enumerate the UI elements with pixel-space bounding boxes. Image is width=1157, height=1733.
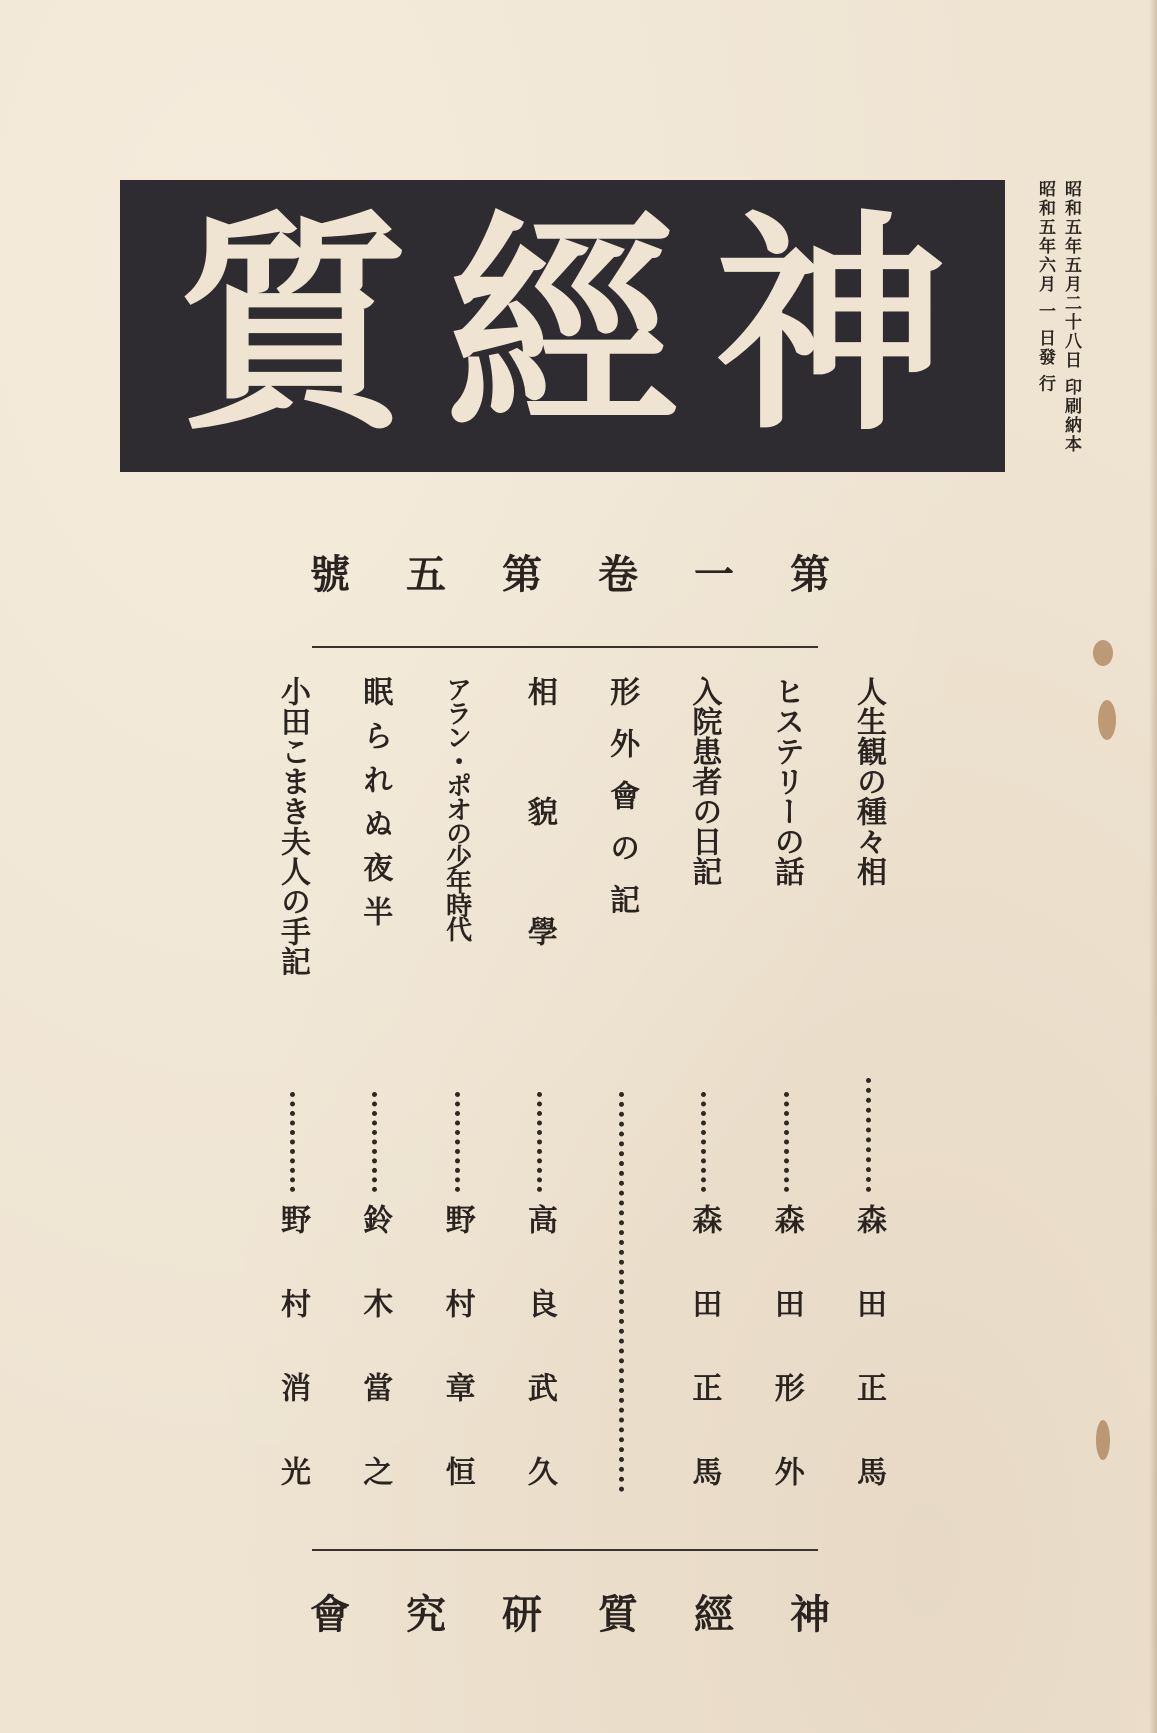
toc-entry-author: 高良武久 [521,1204,557,1540]
foxing-stain [1096,1420,1110,1460]
foxing-stain [1093,640,1113,666]
toc-entry-title: 小田こまき夫人の手記 [275,676,310,976]
publisher-char: 研 [502,1591,542,1638]
toc-dot-leader [290,1092,295,1192]
title-char: 經 [446,189,679,462]
toc-entry-title: 形外會の記 [604,676,640,936]
top-divider [312,646,818,648]
toc-dot-leader [866,1078,871,1192]
foxing-stain [1098,700,1116,740]
issue-char: 第 [502,551,542,598]
toc-dot-leader [701,1092,706,1192]
toc-dot-leader [784,1092,789,1192]
toc-entry [517,676,561,1540]
toc-entry-author: 野村章恒 [439,1204,475,1540]
toc-entry-author: 鈴木當之 [357,1204,393,1540]
publisher-char: 會 [310,1591,350,1638]
toc-entry-title: 相 貌 學 [521,676,557,976]
toc-entry-author: 森田正馬 [850,1204,886,1540]
title-char: 神 [714,189,947,462]
issue-char: 卷 [598,551,638,598]
toc-entry [270,676,314,1540]
issue-char: 一 [694,551,734,598]
issue-char: 號 [310,551,350,598]
toc-dot-leader [372,1092,377,1192]
toc-dot-leader [619,1092,624,1492]
title-char: 質 [178,189,411,462]
toc-entry [599,676,643,1516]
toc-entry [846,676,890,1540]
publisher-char: 經 [694,1591,734,1638]
toc-entry-author: 野村消光 [275,1204,310,1540]
toc-entry-author: 森田形外 [768,1204,804,1540]
publisher-name [300,1585,840,1645]
bottom-divider [312,1549,818,1551]
toc-entry-title: 人生観の種々相 [850,676,886,886]
table-of-contents [270,676,890,1540]
publication-notice [1022,180,1082,510]
toc-entry [435,676,479,1540]
issue-char: 五 [406,551,446,598]
toc-entry-title: 入院患者の日記 [686,676,722,886]
publisher-char: 究 [406,1591,446,1638]
toc-dot-leader [537,1092,542,1192]
page-edge-shadow [1149,0,1157,1733]
publisher-char: 神 [790,1591,830,1638]
toc-entry [764,676,808,1540]
toc-entry [352,676,396,1540]
toc-entry-title: 眠られぬ夜半 [357,676,393,940]
issue-char: 第 [790,551,830,598]
toc-dot-leader [455,1092,460,1192]
publisher-char: 質 [598,1591,638,1638]
issue-number [300,545,840,605]
toc-entry [681,676,725,1540]
toc-entry-title: アラン・ポオの少年時代 [441,676,472,940]
toc-entry-title: ヒステリーの話 [768,676,804,886]
notice-issue-date: 昭和五年六月 一 日發 行 [1035,180,1055,394]
toc-entry-author: 森田正馬 [686,1204,722,1540]
notice-print-date: 昭和五年五月二十八日 印刷納本 [1061,180,1081,454]
magazine-title-block [120,180,1005,472]
